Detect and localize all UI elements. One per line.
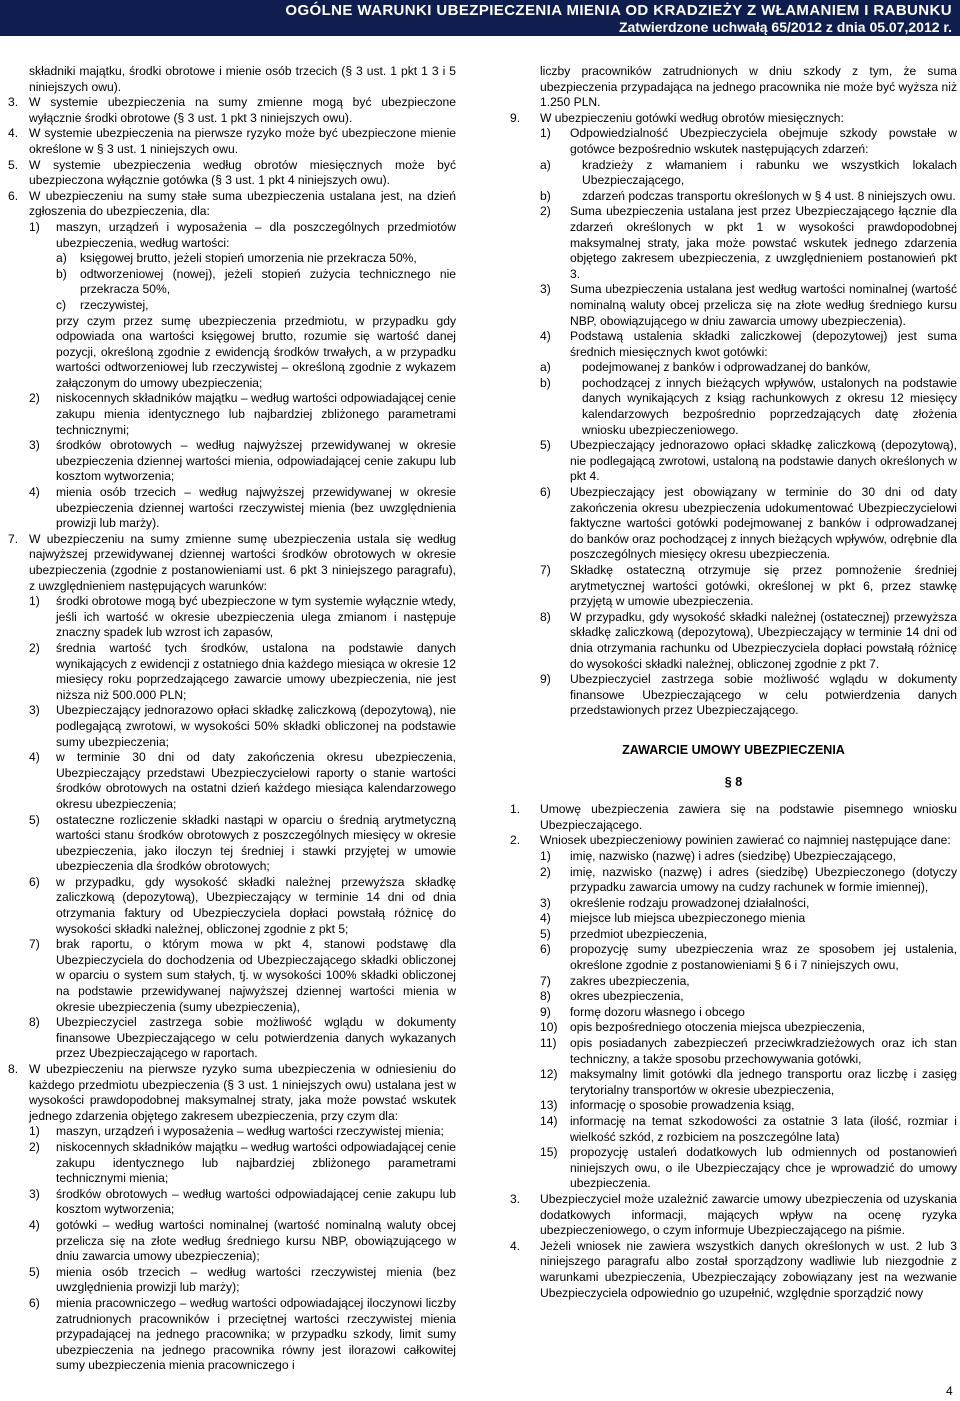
clause-item [8, 1062, 456, 1124]
clause-number: a) [540, 360, 551, 375]
clause-item [510, 1005, 957, 1021]
clause-number: 7) [540, 973, 551, 988]
clause-text: maszyn, urządzeń i wyposażenia – dla poszczególnych przedmiotów ubezpieczenia, według wartości: [56, 219, 456, 250]
section-heading: ZAWARCIE UMOWY UBEZPIECZENIA [622, 742, 845, 757]
clause-text: w przypadku, gdy wysokość składki należnej przewyższa składkę zaliczkową (depozytową), Ubezpieczający w terminie 14 dni od dnia otrzymania faktury od Ubezpieczyciela dopłaci powstałą różnicę do wysokości składki należnej, obliczonej zgodnie z pkt 5; [56, 874, 456, 936]
clause-number: 5) [29, 812, 40, 827]
clause-item [8, 703, 456, 750]
clause-item [8, 391, 456, 438]
clause-item [510, 1036, 957, 1067]
clause-number: 9) [540, 1004, 551, 1019]
clause-text: Umowę ubezpieczenia zawiera się na podstawie pisemnego wniosku Ubezpieczającego. [540, 802, 957, 832]
clause-number: 4) [540, 911, 551, 926]
clause-text: średnia wartość tych środków, ustalona na podstawie danych wynikających z ewidencji z ostatniego dnia każdego miesiąca w okresie 12 miesięcy roku poprzedzającego zawarcie umowy ubezpieczenia, nie jest niższa niż 500.000 PLN; [56, 640, 456, 702]
clause-number: 4) [540, 329, 551, 344]
clause-item [510, 974, 957, 990]
clause-number: 1) [29, 594, 40, 609]
clause-item [510, 865, 957, 896]
clause-item [510, 204, 957, 282]
clause-text: W ubezpieczeniu na sumy stałe suma ubezpieczenia ustalana jest, na dzień zgłoszenia do ubezpieczenia, dla: [29, 188, 456, 219]
clause-number: 10) [540, 1020, 558, 1035]
clause-item [510, 485, 957, 563]
page-number: 4 [946, 1384, 953, 1398]
clause-text: informację na temat szkodowości za ostatnie 3 lata (ilość, rozmiar i wielkość szkód, z rozbiciem na poszczególne lata) [570, 1114, 957, 1144]
clause-number: 1) [29, 1124, 40, 1139]
clause-item [510, 282, 957, 329]
clause-item [8, 1296, 456, 1374]
clause-item [510, 1067, 957, 1098]
clause-number: a) [540, 157, 551, 172]
clause-number: 6) [29, 1295, 40, 1310]
clause-number: 4) [29, 1217, 40, 1232]
clause-text: zdarzeń podczas transportu określonych w § 4 ust. 8 niniejszych owu. [582, 188, 956, 203]
clause-number: 6. [8, 188, 19, 203]
clause-item [510, 849, 957, 865]
clause-number: 2) [29, 1139, 40, 1154]
clause-number: 3. [510, 1191, 521, 1206]
document-subtitle: Zatwierdzone uchwałą 65/2012 z dnia 05.07,2012 r. [618, 19, 952, 35]
clause-item [510, 360, 957, 376]
clause-number: 6) [540, 942, 551, 957]
clause-text: Ubezpieczyciel może uzależnić zawarcie umowy ubezpieczenia od uzyskania dodatkowych informacji, mających wpływ na ocenę ryzyka ubezpieczeniowego, o czym informuje Ubezpieczającego na piśmie. [540, 1191, 957, 1238]
clause-item [8, 95, 456, 126]
clause-number: 14) [540, 1114, 558, 1128]
clause-item [510, 329, 957, 360]
clause-item [510, 376, 957, 438]
clause-number: 3. [8, 95, 19, 110]
clause-text: imię, nazwisko (nazwę) i adres (siedzibę) Ubezpieczonego (dotyczy przypadku zawarcia umowy na cudzy rachunek w formie imiennej), [570, 864, 957, 895]
clause-item [510, 1145, 957, 1192]
clause-text: opis posiadanych zabezpieczeń przeciwkradzieżowych oraz ich stan techniczny, a także sposobu przechowywania gotówki, [570, 1036, 957, 1066]
clause-text: rzeczywistej, [80, 297, 149, 312]
clause-text: maszyn, urządzeń i wyposażenia – według wartości rzeczywistej mienia; [56, 1124, 444, 1139]
clause-number: 2) [540, 204, 551, 219]
clause-item [8, 220, 456, 251]
clause-item [510, 989, 957, 1005]
clause-text: W ubezpieczeniu gotówki według obrotów miesięcznych: [540, 110, 844, 125]
clause-item [8, 594, 456, 641]
clause-text: przedmiot ubezpieczenia, [570, 926, 708, 941]
clause-number: 1) [29, 219, 40, 234]
clause-number: 5) [540, 926, 551, 941]
clause-text: kradzieży z włamaniem i rabunku we wszystkich lokalach Ubezpieczającego, [582, 157, 957, 188]
clause-number: 3) [540, 282, 551, 297]
clause-item [510, 438, 957, 485]
clause-item [8, 1124, 456, 1140]
clause-item [510, 1114, 957, 1145]
clause-text: Ubezpieczający jednorazowo opłaci składkę zaliczkową (depozytową), nie podlegającą zwrotowi, ustaloną na podstawie danych określonych w pkt 4. [570, 438, 957, 484]
clause-item [8, 1265, 456, 1296]
clause-text: mienia osób trzecich – według najwyższej przewidywanej w okresie ubezpieczenia dziennej wartości rzeczywistej mienia (bez uwzględnienia prowizji lub marży). [56, 485, 456, 531]
clause-item [8, 298, 456, 314]
clause-text: środki obrotowe mogą być ubezpieczone w tym systemie wyłącznie wtedy, jeśli ich wartość w okresie ubezpieczenia ulega zmianom i następuje znaczny spadek lub wzrost ich zapasów, [56, 594, 456, 640]
clause-item [510, 911, 957, 927]
clause-item [8, 1187, 456, 1218]
clause-text: maksymalny limit gotówki dla jednego transportu oraz liczbę i zasięg terytorialny transportów w okresie ubezpieczenia, [570, 1067, 957, 1097]
clause-item [510, 1192, 957, 1239]
left-column [8, 64, 456, 1374]
clause-item [8, 438, 456, 485]
clause-number: 2. [510, 833, 521, 848]
clause-item [510, 896, 957, 912]
clause-item [8, 1140, 456, 1187]
clause-number: 4) [29, 485, 40, 500]
clause-text: Jeżeli wniosek nie zawiera wszystkich danych określonych w ust. 2 lub 3 niniejszego paragrafu albo został sporządzony wadliwie lub niezgodnie z warunkami ubezpieczenia, Ubezpieczający zobowiązany jest na wezwanie Ubezpieczyciela odpowiednio go uzupełnić, względnie sporządzić nowy [540, 1238, 957, 1300]
clause-number: 8. [8, 1062, 19, 1076]
clause-number: 2) [29, 391, 40, 406]
clause-number: 8) [29, 1015, 40, 1030]
clause-number: 9. [510, 110, 521, 125]
clause-text: pochodzącej z innych bieżących wpływów, ustalonych na podstawie danych wynikających z ksiąg rachunkowych z okresu 12 miesięcy kalendarzowych bezpośrednio poprzedzających datę złożenia wniosku ubezpieczeniowego. [582, 375, 957, 437]
clause-text: przy czym przez sumę ubezpieczenia przedmiotu, w przypadku gdy odpowiada ona wartości księgowej brutto, rozumie się wartość danej pozycji, określoną zgodnie z ewidencją środków trwałych, a w przypadku wartości odtworzeniowej lub rzeczywistej – określoną zgodnie z wykazem załączonym do umowy ubezpieczenia; [56, 313, 456, 390]
clause-item [510, 563, 957, 610]
clause-number: 9) [540, 672, 551, 687]
clause-item [510, 672, 957, 719]
clause-text: niskocennych składników majątku – według wartości odpowiadającej cenie zakupu mienia identycznego lub najbardziej zbliżonego parametrami technicznymi; [56, 391, 456, 437]
clause-item [8, 750, 456, 812]
clause-number: 8) [540, 989, 551, 1004]
clause-number: 7) [29, 937, 40, 952]
clause-item [8, 1218, 456, 1265]
clause-number: 4. [510, 1238, 521, 1253]
clause-item [8, 485, 456, 532]
clause-item [8, 189, 456, 220]
paragraph-number: § 8 [724, 774, 743, 789]
document-header [0, 0, 960, 36]
clause-item [510, 189, 957, 205]
clause-number: 2) [29, 640, 40, 655]
clause-item [8, 813, 456, 875]
clause-text: formę dozoru własnego i obcego [570, 1004, 745, 1019]
clause-text: niskocennych składników majątku – według wartości odpowiadającej cenie zakupu identycznego lub najbardziej zbliżonego parametrami technicznymi mienia; [56, 1139, 456, 1186]
clause-item [510, 1020, 957, 1036]
clause-number: 5) [540, 438, 551, 453]
clause-text: księgowej brutto, jeżeli stopień umorzenia nie przekracza 50%, [80, 251, 417, 266]
clause-number: b) [540, 188, 551, 203]
clause-text: gotówki – według wartości nominalnej (wartość nominalną waluty obcej przelicza się na złote według średniego kursu NBP, obowiązującego w dniu zawarcia umowy ubezpieczenia); [56, 1217, 456, 1264]
clause-item [510, 158, 957, 189]
clause-text: Suma ubezpieczenia ustalana jest przez Ubezpieczającego łącznie dla zdarzeń określonych w pkt 1 w wysokości prawdopodobnej maksymalnej straty, jaka może powstać wskutek jednego zdarzenia objętego zakresem ubezpieczenia, z uwzględnieniem postanowień pkt 3. [570, 204, 957, 281]
clause-text: zakres ubezpieczenia, [570, 973, 690, 988]
clause-number: 3) [540, 895, 551, 910]
clause-text: Podstawą ustalenia składki zaliczkowej (depozytowej) jest suma średnich miesięcznych kwot gotówki: [570, 329, 957, 359]
clause-text: W systemie ubezpieczenia na sumy zmienne mogą być ubezpieczone wyłącznie środki obrotowe (§ 3 ust. 1 pkt 3 niniejszych owu). [29, 95, 456, 125]
clause-text: liczby pracowników zatrudnionych w dniu szkody z tym, że suma ubezpieczenia przypadająca na jednego pracownika nie może być wyższa niż 1.250 PLN. [540, 64, 957, 110]
clause-item [510, 1098, 957, 1114]
clause-item [8, 641, 456, 703]
clause-number: 15) [540, 1145, 558, 1160]
clause-number: 4. [8, 126, 19, 141]
clause-number: 2) [540, 864, 551, 879]
clause-item [8, 532, 456, 594]
clause-item [510, 64, 957, 111]
clause-number: a) [56, 251, 67, 266]
clause-text: mienia pracowniczego – według wartości odpowiadającej iloczynowi liczby zatrudnionych pracowników i przeciętnej wartości rzeczywistej mienia przypadającej na jednego pracownika; w przypadku szkody, limit sumy ubezpieczenia na jednego pracownika równy jest ilorazowi całkowitej sumy ubezpieczenia mienia pracowniczego i [56, 1295, 456, 1373]
clause-text: Ubezpieczający jest obowiązany w terminie do 30 dni od daty zakończenia okresu ubezpieczenia udokumentować Ubezpieczycielowi faktyczne wartości gotówki podejmowanej z banków i odprowadzanej do banków oraz pochodzącej z innych bieżących wpływów, odrębnie dla poszczególnych miesięcy okresu ubezpieczenia. [570, 485, 957, 562]
clause-number: c) [56, 297, 67, 312]
clause-text: imię, nazwisko (nazwę) i adres (siedzibę) Ubezpieczającego, [570, 848, 896, 863]
clause-text: okres ubezpieczenia, [570, 989, 684, 1004]
clause-item [510, 610, 957, 672]
clause-item [8, 158, 456, 189]
clause-number: 6) [29, 874, 40, 889]
clause-item [8, 875, 456, 937]
clause-number: 1. [510, 802, 521, 817]
clause-item [510, 1239, 957, 1301]
clause-text: Wniosek ubezpieczeniowy powinien zawierać co najmniej następujące dane: [540, 833, 951, 848]
clause-text: w terminie 30 dni od daty zakończenia okresu ubezpieczenia, Ubezpieczający przedstawi Ubezpieczycielowi raporty o stanie wartości środków obrotowych na ostatni dzień każdego miesiąca kalendarzowego okresu ubezpieczenia; [56, 750, 456, 811]
clause-text: miejsce lub miejsca ubezpieczonego mienia [570, 911, 806, 926]
clause-item [510, 833, 957, 849]
clause-text: Ubezpieczyciel zastrzega sobie możliwość wglądu w dokumenty finansowe Ubezpieczającego w celu potwierdzenia danych wykazanych przez Ubezpieczającego w raportach. [56, 1015, 456, 1061]
clause-text: Ubezpieczający jednorazowo opłaci składkę zaliczkową (depozytową), nie podlegającą zwrotowi, w wysokości 50% składki obliczonej na podstawie sumy ubezpieczenia; [56, 703, 456, 749]
clause-text: odtworzeniowej (nowej), jeżeli stopień zużycia technicznego nie przekracza 50%, [80, 266, 456, 297]
clause-text: Suma ubezpieczenia ustalana jest według wartości nominalnej (wartość nominalną waluty obcej przelicza się na złote według średniego kursu NBP, obowiązującego w dniu zawarcia umowy ubezpieczenia). [570, 282, 957, 328]
clause-number: 5) [29, 1264, 40, 1279]
clause-number: 6) [540, 485, 551, 500]
clause-text: brak raportu, o którym mowa w pkt 4, stanowi podstawę dla Ubezpieczyciela do dochodzenia od Ubezpieczającego składki obliczonej w oparciu o system sum stałych, tj. w wysokości 100% składki obliczonej na podstawie przewidywanej najwyższej dziennej wartości mienia w okresie ubezpieczenia (sumy ubezpieczenia), [56, 937, 456, 1014]
clause-text: W systemie ubezpieczenia na pierwsze ryzyko może być ubezpieczone mienie określone w § 3 ust. 1 niniejszych owu. [29, 126, 456, 156]
clause-number: 13) [540, 1098, 558, 1113]
clause-text: opis bezpośredniego otoczenia miejsca ubezpieczenia, [570, 1020, 866, 1035]
clause-number: 3) [29, 438, 40, 453]
clause-number: 12) [540, 1067, 558, 1082]
clause-text: Odpowiedzialność Ubezpieczyciela obejmuje szkody powstałe w gotówce bezpośrednio wskutek następujących zdarzeń: [570, 126, 957, 156]
right-column [510, 64, 957, 1301]
clause-item [510, 942, 957, 973]
clause-text: W systemie ubezpieczenia według obrotów miesięcznych może być ubezpieczona wyłącznie gotówka (§ 3 ust. 1 pkt 4 niniejszych owu). [29, 157, 456, 188]
clause-text: W przypadku, gdy wysokość składki należnej (ostatecznej) przewyższa składkę zaliczkową (depozytową), Ubezpieczający w terminie 14 dni od dnia otrzymania rachunku od Ubezpieczyciela dopłaci powstałą różnicę do wysokości składki należnej, obliczonej zgodnie z pkt 7. [570, 609, 957, 671]
clause-text: propozycję sumy ubezpieczenia wraz ze sposobem jej ustalenia, określone zgodnie z postanowieniami § 6 i 7 niniejszych owu, [570, 942, 957, 973]
clause-text: Składkę ostateczną otrzymuje się przez pomnożenie średniej arytmetycznej wartości gotówki, określonej w pkt 6, przez stawkę przyjętą w umowie ubezpieczenia. [570, 563, 957, 609]
clause-item [8, 267, 456, 298]
clause-item [510, 802, 957, 833]
clause-item [8, 937, 456, 1015]
clause-item [510, 927, 957, 943]
clause-number: 3) [29, 1186, 40, 1201]
clause-item [8, 126, 456, 157]
clause-item [510, 111, 957, 127]
clause-item [8, 314, 456, 392]
clause-number: 3) [29, 703, 40, 718]
clause-number: 1) [540, 126, 551, 141]
clause-item [510, 126, 957, 157]
clause-text: składniki majątku, środki obrotowe i mienie osób trzecich (§ 3 ust. 1 pkt 1 3 i 5 niniejszych owu). [29, 64, 456, 94]
clause-text: W ubezpieczeniu na pierwsze ryzyko suma ubezpieczenia w odniesieniu do każdego przedmiotu ubezpieczenia (§ 3 ust. 1 niniejszych owu) ustalana jest w wysokości prawdopodobnej maksymalnej straty, jaka może powstać wskutek jednego zdarzenia objętego zakresem ubezpieczenia, przy czym dla: [29, 1062, 456, 1123]
clause-item [8, 1015, 456, 1062]
clause-number: 11) [540, 1036, 557, 1051]
clause-text: podejmowanej z banków i odprowadzanej do banków, [582, 360, 871, 375]
clause-number: 5. [8, 157, 19, 172]
clause-item [8, 64, 456, 95]
document-title: OGÓLNE WARUNKI UBEZPIECZENIA MIENIA OD KRADZIEŻY Z WŁAMANIEM I RABUNKU [285, 2, 952, 19]
clause-item [8, 251, 456, 267]
clause-number: 7) [540, 563, 551, 577]
clause-text: określenie rodzaju prowadzonej działalności, [570, 895, 810, 910]
clause-number: 7. [8, 531, 19, 546]
clause-text: mienia osób trzecich – według wartości rzeczywistej mienia (bez uwzględnienia prowizji lub marży); [56, 1264, 456, 1295]
clause-text: Ubezpieczyciel zastrzega sobie możliwość wglądu w dokumenty finansowe Ubezpieczającego w celu potwierdzenia danych przedstawionych przez Ubezpieczającego. [570, 672, 957, 718]
clause-text: W ubezpieczeniu na sumy zmienne sumę ubezpieczenia ustala się według najwyższej przewidywanej dziennej wartości środków obrotowych w okresie ubezpieczenia (zgodnie z postanowieniami ust. 6 pkt 3 niniejszego paragrafu), z uwzględnieniem następujących warunków: [29, 531, 456, 593]
clause-number: b) [56, 266, 67, 281]
clause-number: b) [540, 375, 551, 390]
clause-number: 8) [540, 609, 551, 624]
clause-number: 1) [540, 848, 551, 863]
clause-text: ostateczne rozliczenie składki nastąpi w oparciu o średnią arytmetyczną wartości stanu środków obrotowych z poszczególnych miesięcy w okresie ubezpieczenia, jako iloczyn tej średniej i stawki przyjętej w umowie ubezpieczenia dla środków obrotowych; [56, 812, 456, 874]
clause-text: środków obrotowych – według wartości odpowiadającej cenie zakupu lub kosztom wytworzenia; [56, 1186, 456, 1217]
clause-text: informację o sposobie prowadzenia ksiąg, [570, 1098, 795, 1113]
clause-text: środków obrotowych – według najwyższej przewidywanej w okresie ubezpieczenia dziennej wartości mienia, odpowiadającej cenie zakupu lub kosztom wytworzenia; [56, 438, 456, 484]
clause-text: propozycję ustaleń dodatkowych lub odmiennych od postanowień niniejszych owu, o ile Ubezpieczający chce je wprowadzić do umowy ubezpieczenia. [570, 1145, 957, 1191]
clause-number: 4) [29, 750, 40, 765]
